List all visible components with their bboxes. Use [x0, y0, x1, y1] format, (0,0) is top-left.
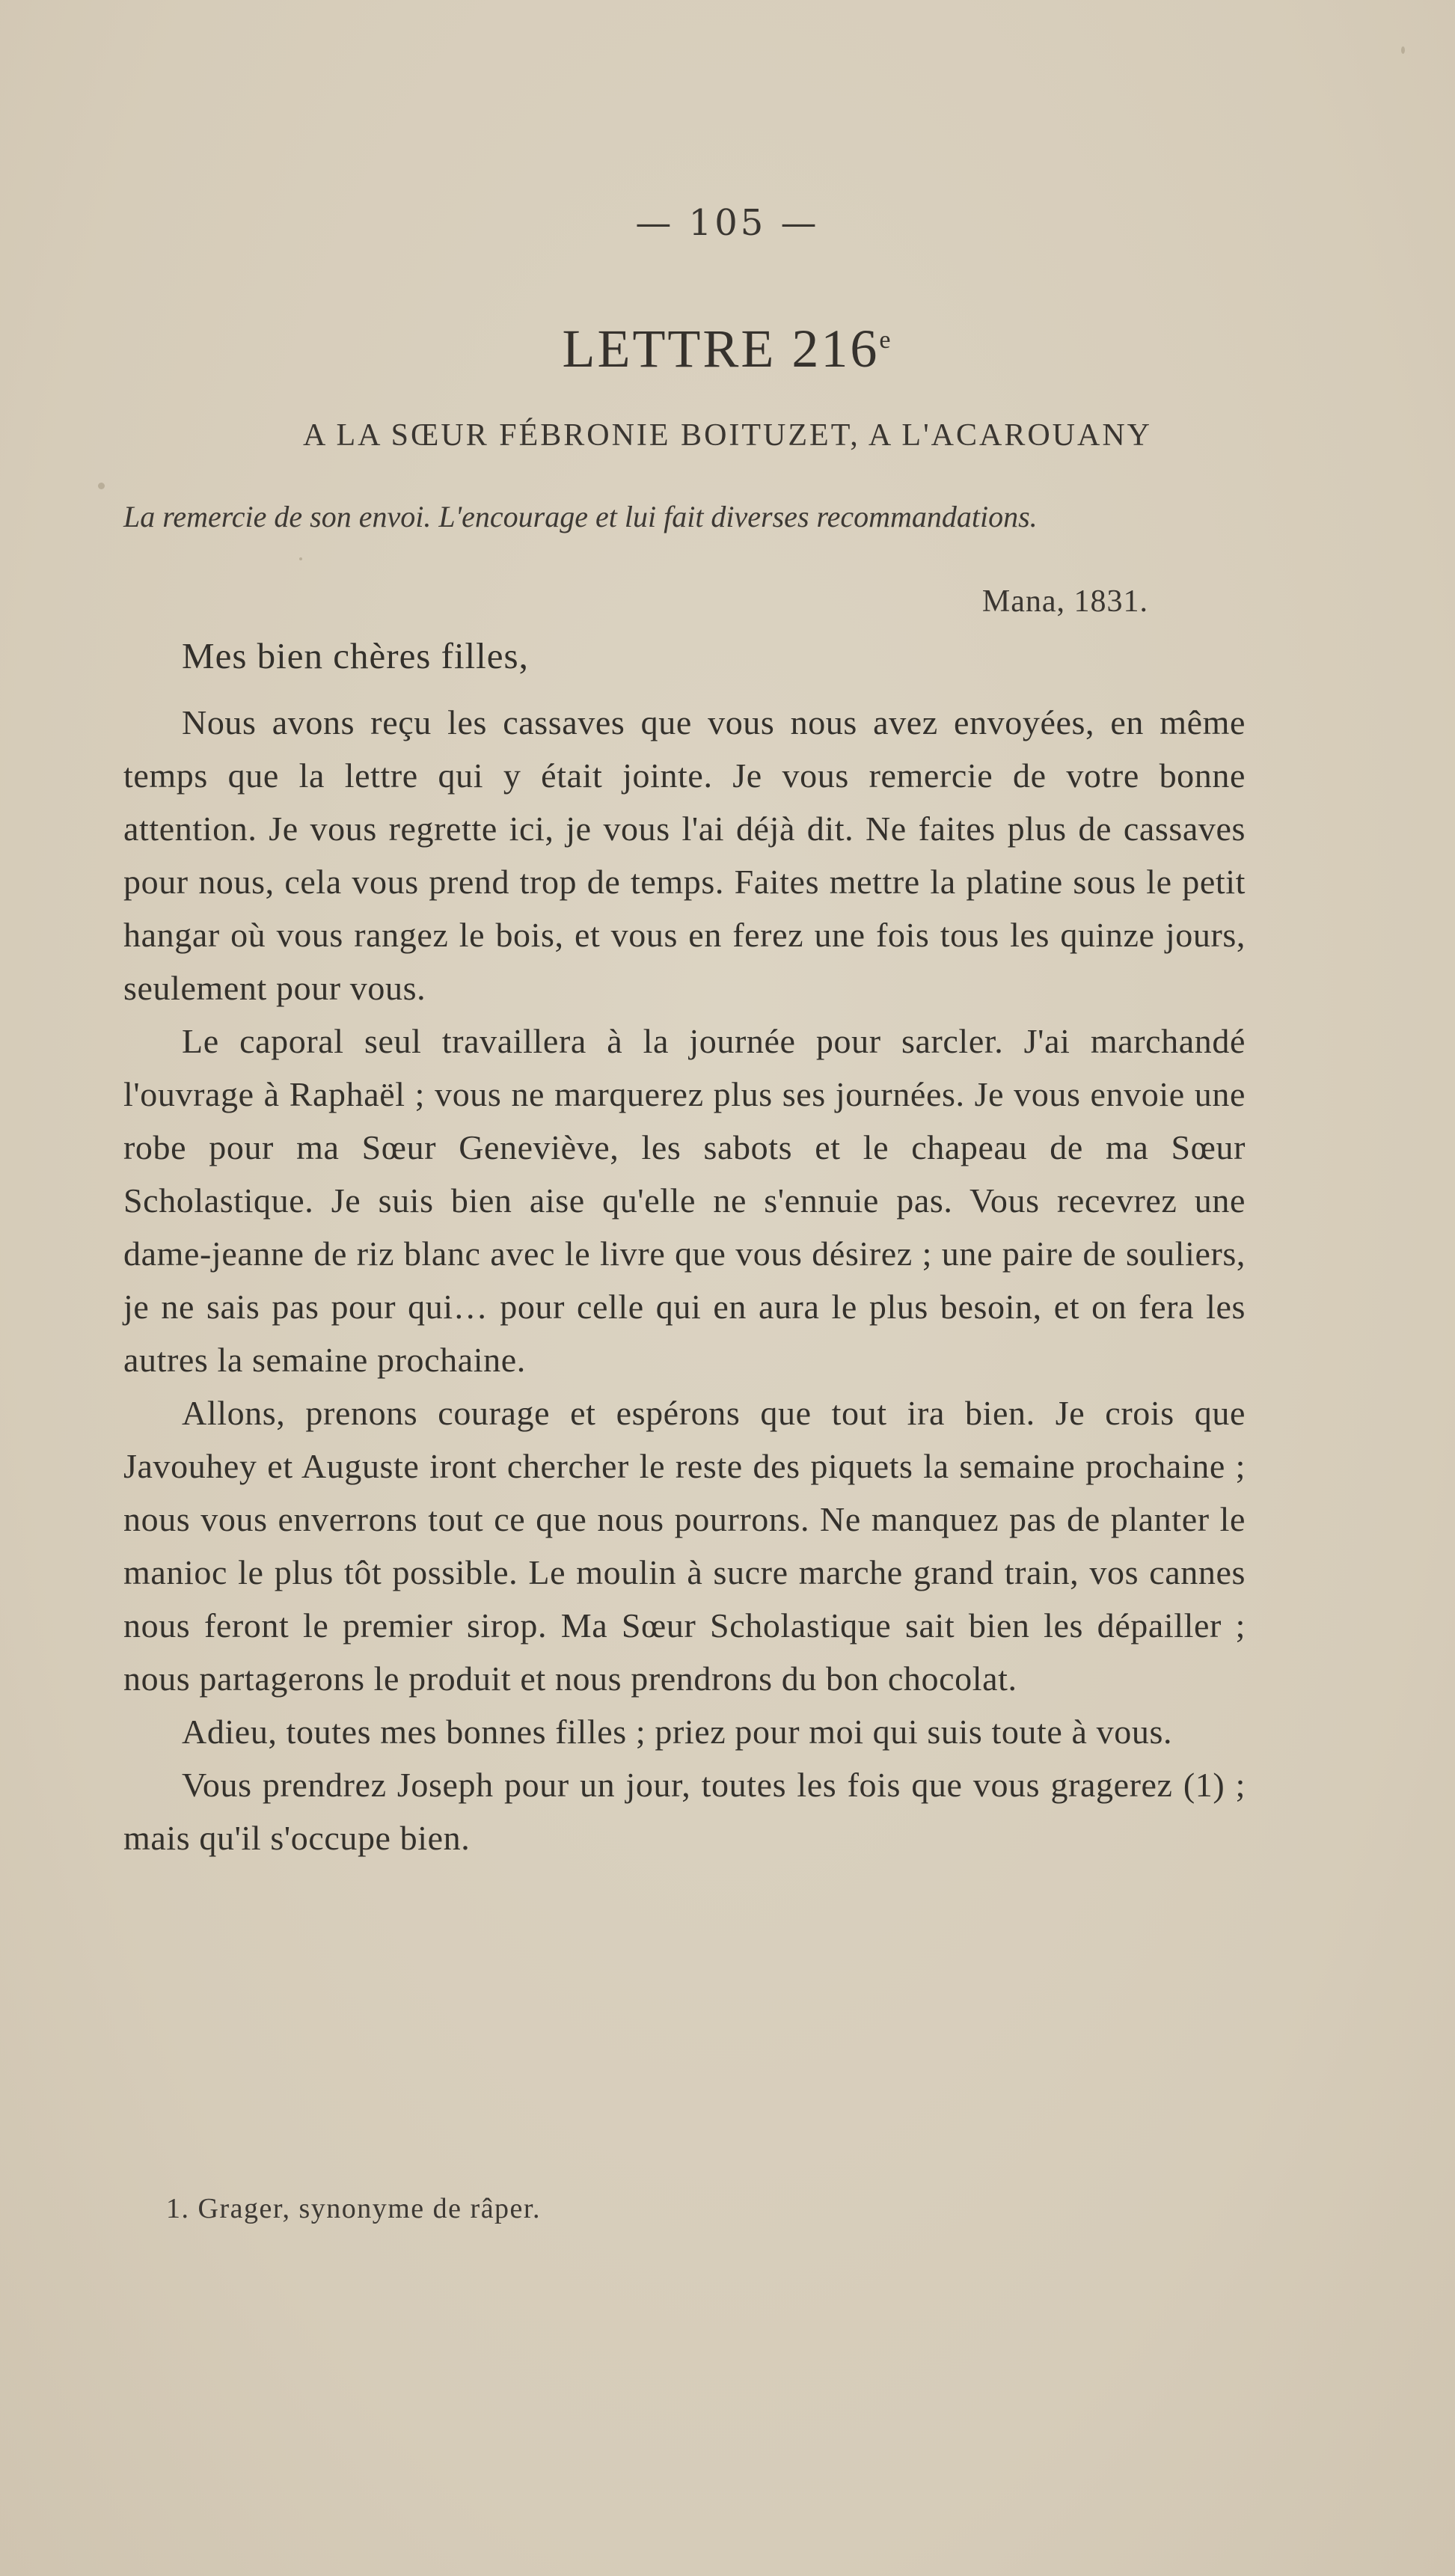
place-date: Mana, 1831. — [981, 584, 1148, 619]
letter-title-suffix: e — [879, 326, 893, 354]
salutation: Mes bien chères filles, — [182, 635, 529, 676]
paragraph: Allons, prenons courage et espérons que tout ira bien. Je crois que Javouhey et Auguste iront chercher le reste des piquets la semaine prochaine ; nous vous enverrons tout ce que nous pourrons. Ne manquez pas de planter le manioc le plus tôt possible. Le moulin à sucre marche grand train, vos cannes nous feront le premier sirop. Ma Sœur Scholastique sait bien les dépailler ; nous partagerons le produit et nous prendrons du bon chocolat. — [123, 1394, 1246, 1698]
letter-summary: La remercie de son envoi. L'encourage et lui fait diverses recommandations. — [123, 500, 1038, 533]
paper-speck — [1401, 46, 1405, 54]
paper-speck — [98, 483, 105, 489]
paragraph: Vous prendrez Joseph pour un jour, toutes les fois que vous gragerez (1) ; mais qu'il s'occupe bien. — [123, 1766, 1246, 1857]
letter-recipient: A LA SŒUR FÉBRONIE BOITUZET, A L'ACAROUANY — [302, 418, 1152, 453]
letter-title — [0, 318, 1455, 380]
footnote: 1. Grager, synonyme de râper. — [166, 2193, 541, 2224]
paper-speck — [299, 557, 302, 560]
letter-body — [123, 696, 1246, 1864]
paragraph: Nous avons reçu les cassaves que vous nous avez envoyées, en même temps que la lettre qui y était jointe. Je vous remercie de votre bonne attention. Je vous regrette ici, je vous l'ai déjà dit. Ne faites plus de cassaves pour nous, cela vous prend trop de temps. Faites mettre la platine sous le petit hangar où vous rangez le bois, et vous en ferez une fois tous les quinze jours, seulement pour vous. — [123, 703, 1246, 1007]
page-number: — 105 — — [635, 202, 820, 244]
paragraph: Le caporal seul travaillera à la journée pour sarcler. J'ai marchandé l'ouvrage à Raphaël ; vous ne marquerez plus ses journées. Je vous envoie une robe pour ma Sœur Geneviève, les sabots et le chapeau de ma Sœur Scholastique. Je suis bien aise qu'elle ne s'ennuie pas. Vous recevrez une dame-jeanne de riz blanc avec le livre que vous désirez ; une paire de souliers, je ne sais pas pour qui… pour celle qui en aura le plus besoin, et on fera les autres la semaine prochaine. — [123, 1022, 1246, 1379]
paragraph: Adieu, toutes mes bonnes filles ; priez pour moi qui suis toute à vous. — [182, 1713, 1173, 1751]
letter-title-text: LETTRE 216 — [562, 319, 880, 379]
